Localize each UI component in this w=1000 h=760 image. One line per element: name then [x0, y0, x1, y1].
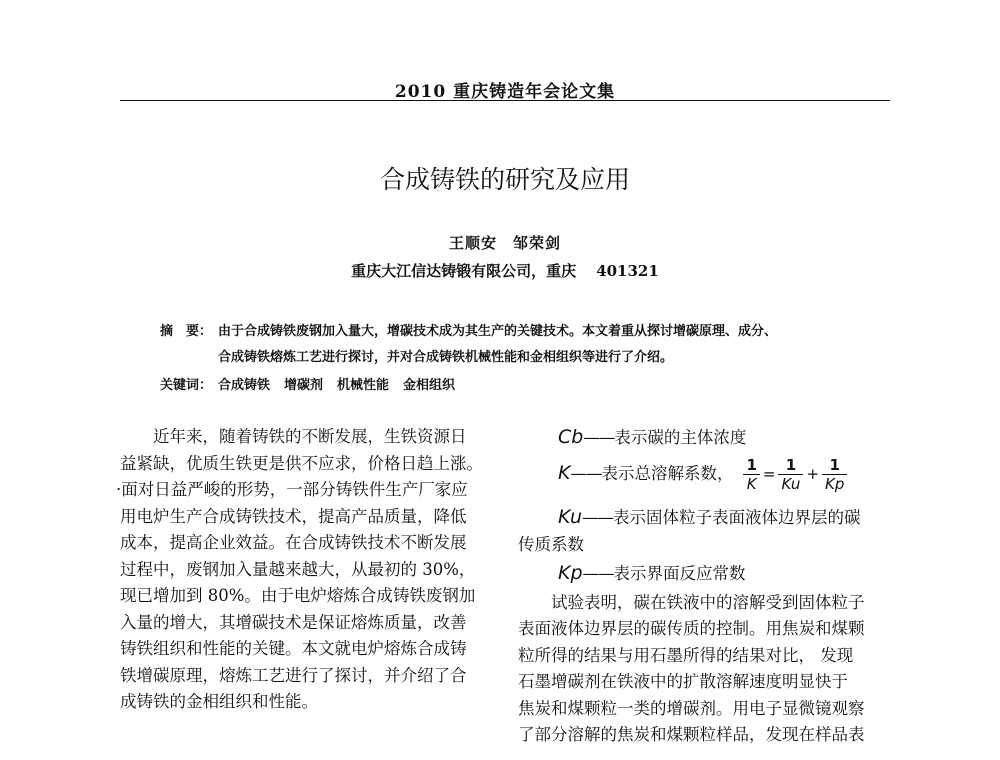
symbol: K — [558, 462, 571, 484]
keyword: 增碳剂 — [284, 378, 324, 393]
abstract-label: 摘 要： — [160, 324, 213, 339]
text-line: 用电炉生产合成铸铁技术，提高产品质量，降低 — [120, 506, 467, 526]
text-line: 过程中，废钢加入量越来越大，从最初的 30%， — [120, 559, 476, 579]
experiment-paragraph — [518, 590, 900, 749]
symbol: Kp — [558, 562, 583, 584]
keywords-list — [218, 374, 469, 393]
definition: 表示固体粒子表面液体边界层的碳 — [613, 508, 861, 527]
text-line: 成铸铁的金相组织和性能。 — [120, 692, 318, 711]
fraction — [778, 456, 803, 493]
text-line: 了部分溶解的焦炭和煤颗粒样品，发现在样品表 — [518, 725, 865, 744]
equals-sign: = — [762, 465, 776, 484]
symbol-def-cb — [518, 424, 900, 454]
affiliation-name: 重庆大江信达铸锻有限公司，重庆 — [351, 262, 577, 280]
text-line: 成本，提高企业效益。在合成铸铁技术不断发展 — [120, 533, 467, 552]
text-line: ·面对日益严峻的形势，一部分铸铁件生产厂家应 — [116, 480, 468, 499]
fraction — [743, 456, 759, 493]
plus-sign: + — [806, 465, 820, 484]
definition: 表示界面反应常数 — [613, 564, 746, 583]
symbol-def-ku — [518, 504, 900, 532]
fraction — [822, 456, 847, 493]
text-line: 益紧缺，优质生铁更是供不应求，价格日趋上涨。 — [120, 453, 483, 473]
text-line: 入量的增大，其增碳技术是保证熔炼质量，改善 — [120, 612, 467, 632]
article-title: 合成铸铁的研究及应用 — [379, 165, 630, 194]
right-column — [518, 424, 900, 749]
denominator: Kp — [825, 475, 845, 493]
intro-paragraph — [120, 424, 494, 451]
keyword: 合成铸铁 — [218, 378, 271, 393]
postal-code: 401321 — [596, 262, 659, 280]
text-line: 表面液体边界层的碳传质的控制。用焦炭和煤颗 — [518, 619, 865, 638]
numerator: 1 — [822, 456, 847, 475]
symbol-def-kp — [518, 560, 900, 588]
denominator: K — [746, 475, 757, 493]
text-line: 石墨增碳剂在铁液中的扩散溶解速度明显快于 — [518, 672, 848, 691]
numerator: 1 — [778, 456, 803, 475]
dash: —— — [582, 508, 613, 527]
keyword: 机械性能 — [337, 378, 390, 393]
symbol-def-k — [518, 456, 900, 500]
dash: —— — [582, 564, 614, 583]
numerator: 1 — [743, 456, 759, 475]
abstract-line-1: 由于合成铸铁废钢加入量大，增碳技术成为其生产的关键技术。本文着重从探讨增碳原理、成分、 — [218, 324, 778, 339]
definition: 表示总溶解系数， — [601, 464, 734, 483]
symbol: Cb — [558, 426, 584, 448]
denominator: Ku — [781, 475, 801, 493]
definition: 表示碳的主体浓度 — [614, 428, 747, 447]
header-rule — [120, 100, 890, 101]
definition-continuation: 传质系数 — [518, 534, 584, 554]
running-head: 2010 重庆铸造年会论文集 — [394, 82, 616, 102]
dash: —— — [570, 464, 602, 483]
abstract-line-2: 合成铸铁熔炼工艺进行探讨，并对合成铸铁机械性能和金相组织等进行了介绍。 — [218, 350, 674, 365]
affiliation — [120, 260, 890, 281]
keywords-label: 关键词： — [160, 378, 213, 393]
text-line: 试验表明，碳在铁液中的溶解受到固体粒子 — [551, 592, 865, 612]
text-line: 铁增碳原理，熔炼工艺进行了探讨，并介绍了合 — [120, 665, 467, 685]
text-line: 现已增加到 80%。由于电炉熔炼合成铸铁废钢加 — [120, 586, 476, 605]
text-line: 铸铁组织和性能的关键。本文就电炉熔炼合成铸 — [120, 639, 467, 658]
symbol: Ku — [558, 506, 582, 528]
dash: —— — [583, 428, 615, 447]
text-line: 焦炭和煤颗粒一类的增碳剂。用电子显微镜观察 — [518, 698, 865, 718]
authors: 王顺安 邹荣剑 — [448, 234, 561, 252]
text-line: 粒所得的结果与用石墨所得的结果对比， 发现 — [518, 645, 854, 665]
keyword: 金相组织 — [403, 378, 456, 393]
dissolution-formula — [743, 456, 847, 493]
left-column — [116, 424, 494, 716]
text-line: 近年来，随着铸铁的不断发展，生铁资源日 — [153, 427, 467, 446]
